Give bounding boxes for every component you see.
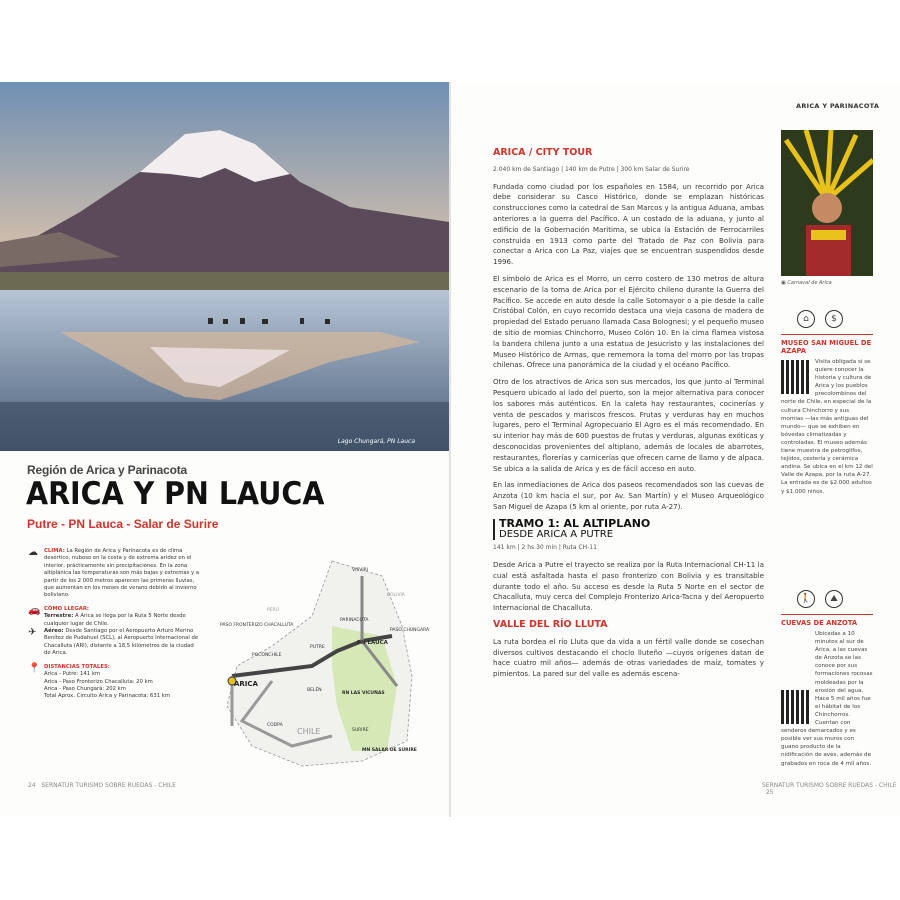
page-fold	[449, 82, 451, 817]
map-label-poconchile: POCONCHILE	[252, 653, 282, 658]
map-label-arica: ARICA	[234, 680, 258, 688]
weather-icon: ☁	[28, 547, 38, 558]
cuevas-title: CUEVAS DE ANZOTA	[781, 619, 858, 627]
main-column	[493, 148, 764, 686]
car-icon: 🚗	[28, 604, 41, 616]
side-photo-caption: ▣ Carnaval de Arica	[781, 280, 832, 286]
map-label-pn-lauca: PN LAUCA	[357, 640, 388, 646]
paragraph: La ruta bordea el río Lluta que da vida a un fértil valle donde se cosechan diversos cultivos destacando el choclo lluteño —cuyos orígenes datan de hace cuatro mil años— además de otras variedades de maíz, tomates y pimientos. La pared sur del valle es además escena-	[493, 636, 764, 679]
paragraph: En las inmediaciones de Arica dos paseos recomendados son las cuevas de Anzota (10 km hacia el sur, por Av. San Martín) y el Museo Arqueológico San Miguel de Azapa (5 km al oriente, por ruta A-27).	[493, 480, 764, 511]
qr-code-icon	[781, 690, 811, 724]
distancias-block: 📍 DISTANCIAS TOTALES: Arica - Putre: 141 km Arica - Paso Fronterizo Chacalluta: 20 km Arica - Paso Chungará: 202 km Total Aprox. Circuito Arica y Parinacota: 631 km	[28, 662, 171, 700]
map-label-peru: PERÚ	[267, 608, 279, 613]
museo-title: MUSEO SAN MIGUEL DE AZAPA	[781, 339, 872, 355]
plane-icon: ✈	[28, 627, 37, 639]
map-label-rn-vicunas: RN LAS VICUÑAS	[342, 691, 385, 696]
cuevas-sidebar	[781, 590, 873, 768]
cuevas-text: Ubicadas a 10 minutos al sur de Arica, a las cuevas de Anzota se las conoce por sus formaciones rocosas moldeadas por la erosión del agua. Hace 5 mil años fue el hábitat de los Chinchorros. Cuentan con senderos demarcados y es posible ver sus muros con guano producto de la nidificación de aves, además de grabados en roca de 4 mil años.	[781, 631, 873, 767]
region-label: Región de Arica y Parinacota	[27, 463, 188, 477]
route-map	[212, 556, 437, 771]
landscape-icon: ⛰	[825, 590, 843, 608]
hiking-icon: 🚶	[797, 590, 815, 608]
paragraph: Fundada como ciudad por los españoles en 1584, un recorrido por Arica debe considerar su Casco Histórico, donde se emplazan históricas construcciones como la catedral de San Marcos y la antigua Aduana, ambas anteriores a la guerra del Pacífico. A un costado de la aduana, y junto al edificio de la Gobernación Marítima, se ubica la Estación de Ferrocarriles construida en 1913 como parte del Tratado de Paz con Bolivia para conectar a Arica con La Paz, viajes que se encuentran suspendidos desde 1996.	[493, 181, 764, 267]
clima-block: ☁ CLIMA: La Región de Arica y Parinacota es de clima desértico, nuboso en la costa y de extrema aridez en el interior, prácticamente sin precipitaciones. En la zona altiplánica las temperaturas son más bajas y extremas y a partir de los 2 000 metros aparecen las primeras lluvias, que aumentan en los meses de verano debido al invierno boliviano.	[28, 547, 200, 599]
map-label-codpa: CODPA	[267, 723, 283, 728]
como-llegar-block: 🚗 CÓMO LLEGAR: Terrestre: A Arica se llega por la Ruta 5 Norte desde cualquier lugar de Chile. ✈ Aéreo: Desde Santiago por el Aeropuerto Arturo Merino Benítez de Pudahuel (SCL), al Aeropuerto Internacional de Chacalluta (ARI), distante a 18,5 kilómetros de la ciudad de Arica.	[28, 604, 199, 657]
book-spread	[0, 82, 900, 817]
museo-sidebar	[781, 310, 873, 496]
museum-icon: ⌂	[797, 310, 815, 328]
volcano-lake-photo	[0, 82, 449, 451]
section-heading-city-tour: ARICA / CITY TOUR	[493, 147, 593, 158]
running-head: ARICA Y PARINACOTA	[796, 102, 880, 110]
map-label-paso-chacalluta: PASO FRONTERIZO CHACALLUTA	[220, 623, 294, 628]
paragraph: Desde Arica a Putre el trayecto se realiza por la Ruta Internacional CH-11 la cual está asfaltada hasta el paso fronterizo con Bolivia y es transitable durante todo el año. Su acceso es desde la Ruta 5 Norte en el sector de Chacalluta, muy cerca del Complejo Fronterizo Arica-Tacna y del Aeropuerto Internacional de Chacalluta.	[493, 560, 764, 613]
map-label-putre: PUTRE	[310, 645, 325, 650]
museo-text: Visita obligada si se quiere conocer la historia y cultura de Arica y los pueblos precolombinos del norte de Chile, en especial de la cultura Chinchorro y sus momias —las más antiguas del mundo— que se exhiben en bóvedas climatizadas y controladas. El museo además tiene muestra de petroglifos, tejidos, cestería y cerámica andina. Se ubica en el km 12 del Valle de Azapa, por la ruta A-27. La entrada es de $2.000 adultos y $1.000 niños.	[781, 359, 873, 495]
city-tour-distances: 2.040 km de Santiago | 140 km de Putre | 300 km Salar de Surire	[493, 165, 690, 173]
carnaval-photo	[781, 130, 873, 276]
info-box	[28, 548, 200, 707]
photo-caption: Lago Chungará, PN Lauca	[337, 438, 415, 445]
location-pin-icon: 📍	[28, 662, 41, 674]
chapter-subtitle: Putre - PN Lauca - Salar de Surire	[27, 517, 219, 531]
map-label-bolivia: BOLIVIA	[387, 593, 405, 598]
paragraph: Otro de los atractivos de Arica son sus mercados, los que junto al Terminal Pesquero ubicado al lado del puerto, son la mejor alternativa para conocer los sabores más auténticos. En la caleta hay restaurantes, cocinerías y venta de pescados y mariscos frescos. Frutas y verduras hay en muchos lugares, pero el Terminal Agropecuario El Agro es el más recomendado. En su interior hay más de 600 puestos de frutas y verduras, algunas exóticas y desconocidas provenientes del altiplano, además de locales de abarrotes, restaurantes, florerías y carnicerías que ofrecen carne de llamo y de alpaca. Se ubica a la salida de Arica y es de fácil acceso en auto.	[493, 377, 764, 473]
tramo-meta: 141 km | 2 hs 30 min | Ruta CH-11	[493, 544, 597, 552]
section-heading-valle: VALLE DEL RÍO LLUTA	[493, 619, 608, 631]
map-label-paso-chungara: PASO CHUNGARÁ	[390, 628, 430, 633]
map-label-parinacota: PARINACOTA	[340, 618, 369, 623]
paragraph: El símbolo de Arica es el Morro, un cerro costero de 130 metros de altura escenario de la toma de Arica por el Ejército chileno durante la Guerra del Pacífico. Se accede en auto desde la calle Sotomayor o a pie desde la calle Cristóbal Colón, en cuyo recorrido destaca una vieja casona de madera de propiedad del Estado peruano llamada Casa Bolognesi; y el pequeño museo de sitio de momias Chinchorro, Museo Colón 10. En la cima flamea vistosa la bandera chilena junto a una estatua de Jesucristo y las instalaciones del Museo Histórico de Armas, que rememora la toma del morro por las tropas chilenas. Ofrece una panorámica de la ciudad y el océano Pacífico.	[493, 273, 764, 370]
chapter-title: ARICA Y PN LAUCA	[26, 476, 325, 512]
map-label-belen: BELÉN	[307, 688, 322, 693]
qr-code-icon	[781, 360, 811, 394]
tramo-heading: TRAMO 1: AL ALTIPLANO DESDE ARICA A PUTRE	[493, 519, 764, 541]
map-label-chile: CHILE	[297, 727, 321, 736]
page-number-left: 24 SERNATUR TURISMO SOBRE RUEDAS - CHILE	[28, 782, 176, 789]
map-label-mn-salar: MN SALAR DE SURIRE	[362, 748, 417, 753]
map-label-surire: SURIRE	[352, 728, 369, 733]
ticket-icon: $	[825, 310, 843, 328]
map-label-visviri: VISVIRI	[352, 568, 369, 573]
page-number-right: SERNATUR TURISMO SOBRE RUEDAS - CHILE 25	[762, 782, 897, 796]
